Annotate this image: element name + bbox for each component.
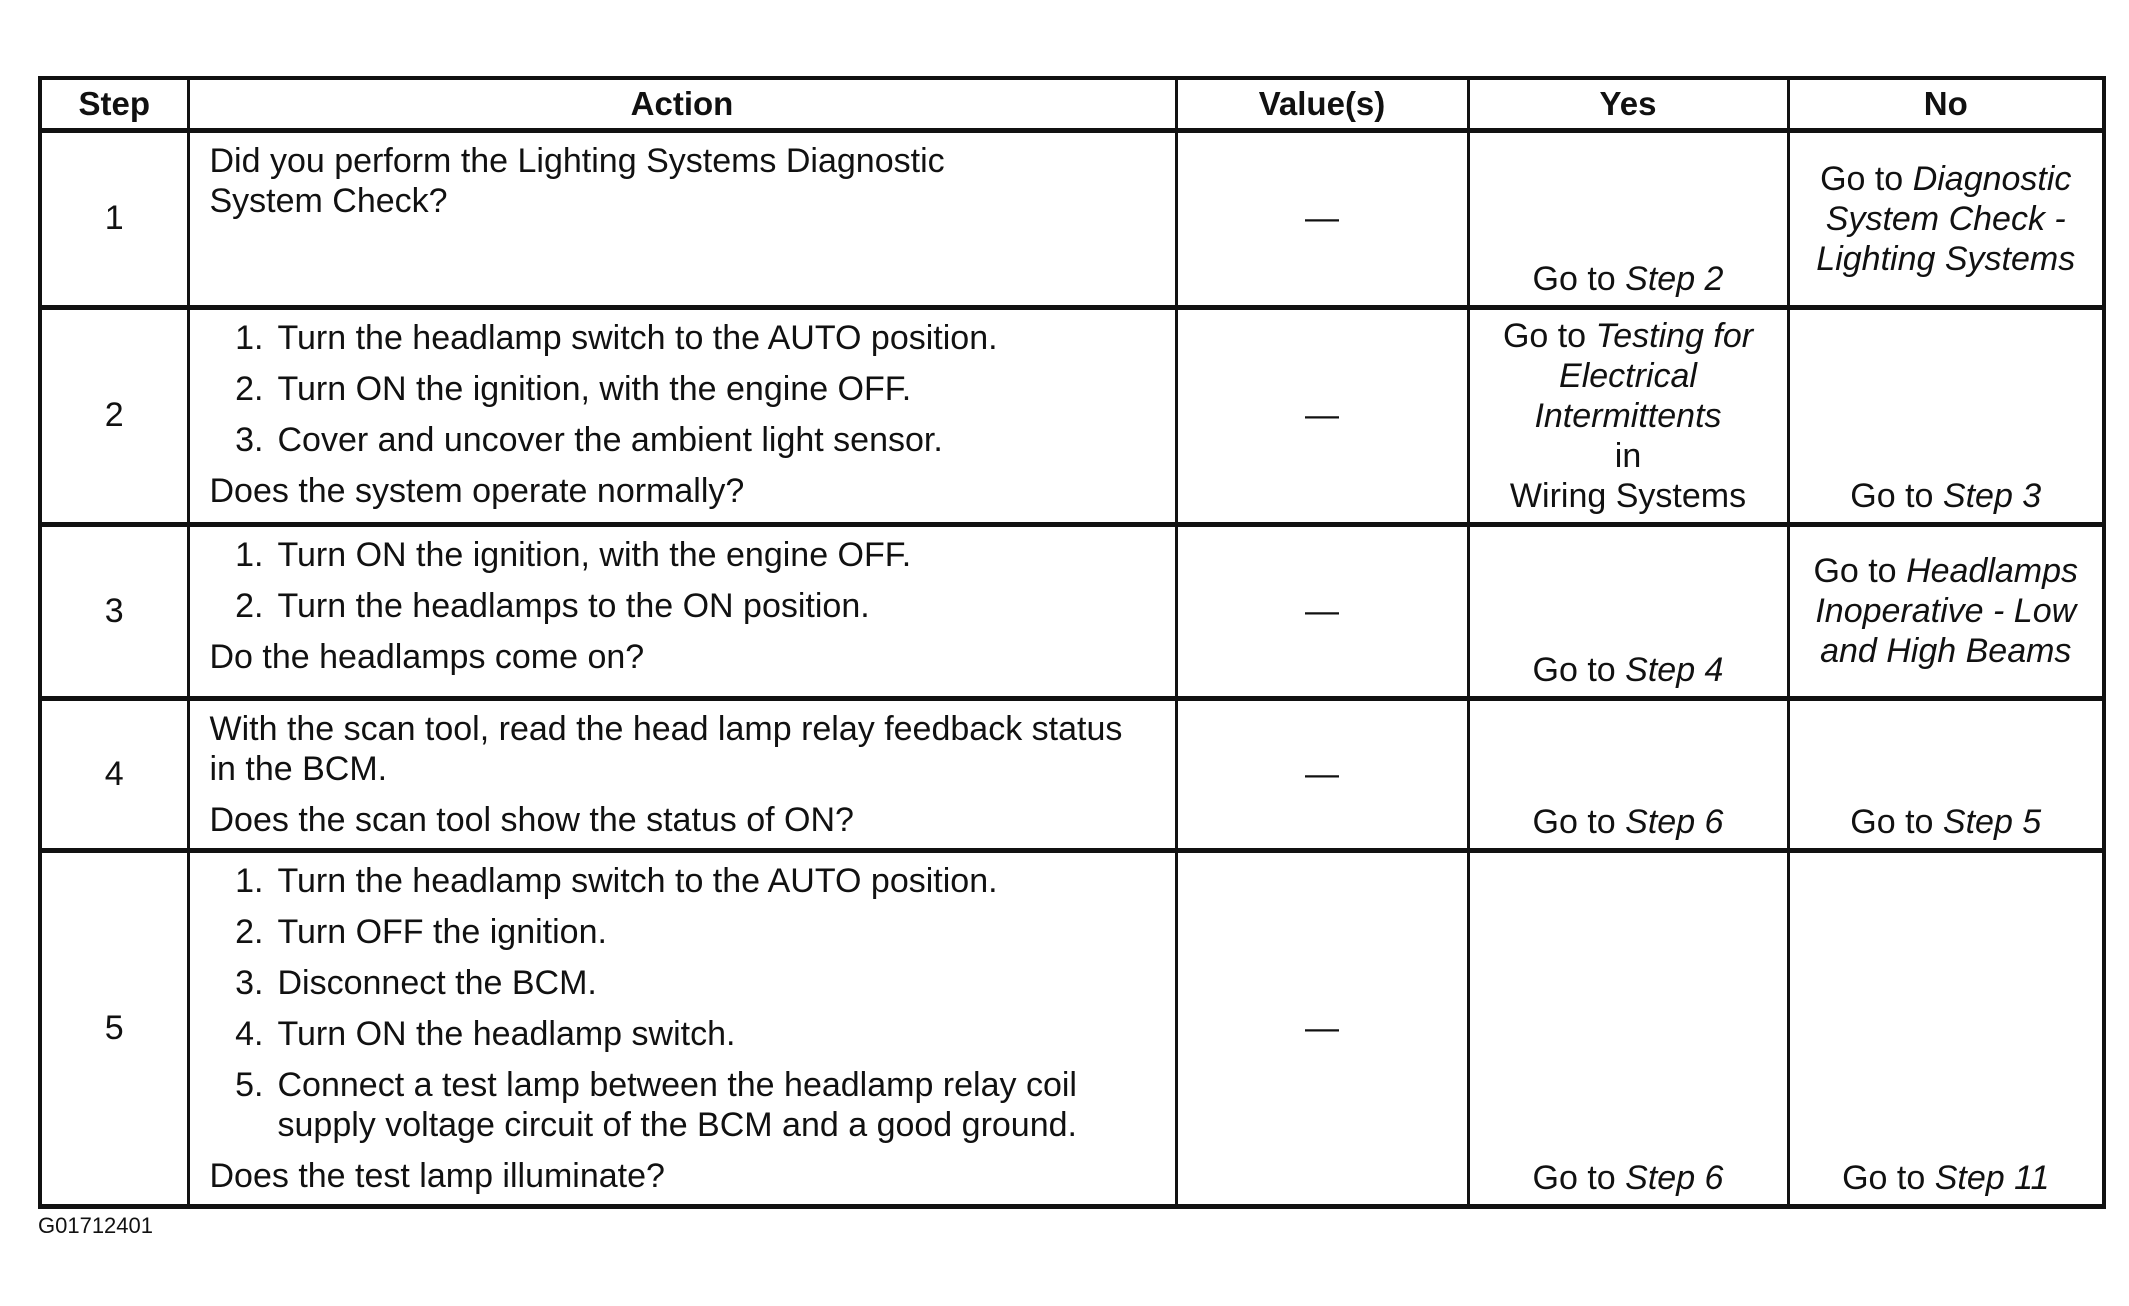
no-link: Step 3 — [1942, 476, 2042, 515]
no-link: Diagnostic System Check - Lighting Systems — [1816, 159, 2076, 278]
no-prefix: Go to — [1850, 476, 1934, 515]
action-cell — [188, 130, 1176, 307]
substep-list — [210, 318, 1155, 460]
step-number: 3 — [40, 524, 188, 698]
no-cell — [1788, 850, 2104, 1206]
no-prefix: Go to — [1813, 552, 1897, 590]
yes-suffix: Wiring Systems — [1509, 476, 1747, 515]
substep-item: 5. Connect a test lamp between the headlamp relay coil supply voltage circuit of the BCM and a good ground. — [235, 1065, 1077, 1144]
step-number: 4 — [40, 698, 188, 850]
yes-prefix: Go to — [1532, 259, 1616, 298]
yes-prefix: Go to — [1502, 316, 1587, 355]
header-yes: Yes — [1468, 78, 1788, 130]
value-dash: — — [1305, 199, 1339, 237]
yes-link: Step 6 — [1625, 802, 1724, 841]
yes-prefix: Go to — [1532, 650, 1616, 689]
value-dash: — — [1305, 396, 1339, 434]
no-cell — [1788, 130, 2104, 307]
yes-cell — [1468, 524, 1788, 698]
value-cell — [1176, 524, 1468, 698]
substep-item: 1. Turn the headlamp switch to the AUTO position. — [235, 318, 998, 357]
substep-item: 2. Turn the headlamps to the ON position. — [235, 586, 870, 625]
yes-prefix: Go to — [1532, 1158, 1616, 1197]
action-question: Do the headlamps come on? — [209, 637, 645, 676]
diagnostic-table — [38, 76, 2106, 1209]
table-row — [40, 307, 2104, 524]
header-row — [40, 78, 2104, 130]
step-number: 5 — [40, 850, 188, 1206]
action-question: Does the scan tool show the status of ON? — [209, 800, 854, 839]
step-number: 2 — [40, 307, 188, 524]
table-row — [40, 130, 2104, 307]
step-number: 1 — [40, 130, 188, 307]
yes-cell — [1468, 307, 1788, 524]
substep-item: 2. Turn ON the ignition, with the engine OFF. — [235, 369, 912, 408]
header-values: Value(s) — [1176, 78, 1468, 130]
substep-item: 3. Disconnect the BCM. — [235, 963, 597, 1002]
action-intro: With the scan tool, read the head lamp relay feedback status in the BCM. — [209, 709, 1123, 788]
header-action: Action — [188, 78, 1176, 130]
no-link: Step 5 — [1942, 802, 2042, 841]
yes-cell — [1468, 130, 1788, 307]
no-cell — [1788, 307, 2104, 524]
no-link: Step 11 — [1934, 1158, 2050, 1197]
no-prefix: Go to — [1850, 802, 1934, 841]
action-cell — [188, 307, 1176, 524]
value-cell — [1176, 850, 1468, 1206]
yes-cell — [1468, 850, 1788, 1206]
header-no: No — [1788, 78, 2104, 130]
substep-item: 1. Turn the headlamp switch to the AUTO position. — [235, 861, 998, 900]
action-question: Does the test lamp illuminate? — [209, 1156, 665, 1195]
header-step: Step — [40, 78, 188, 130]
no-prefix: Go to — [1820, 159, 1904, 198]
substep-list — [210, 535, 1155, 626]
action-question: Does the system operate normally? — [209, 471, 745, 510]
no-cell — [1788, 524, 2104, 698]
yes-link: Step 4 — [1625, 650, 1724, 689]
yes-link: Testing for Electrical Intermittents — [1534, 316, 1754, 435]
table-row — [40, 524, 2104, 698]
substep-item: 1. Turn ON the ignition, with the engine OFF. — [235, 535, 912, 574]
action-intro: Did you perform the Lighting Systems Diagnostic System Check? — [209, 141, 945, 220]
no-cell — [1788, 698, 2104, 850]
yes-prefix: Go to — [1532, 802, 1616, 841]
action-cell — [188, 850, 1176, 1206]
substep-item: 4. Turn ON the headlamp switch. — [235, 1014, 736, 1053]
substep-list — [210, 861, 1155, 1145]
action-cell — [188, 698, 1176, 850]
no-link: Headlamps Inoperative - Low and High Beams — [1815, 552, 2079, 670]
yes-link: Step 6 — [1625, 1158, 1724, 1197]
yes-mid: in — [1614, 436, 1642, 475]
table-row — [40, 850, 2104, 1206]
value-cell — [1176, 698, 1468, 850]
value-cell — [1176, 130, 1468, 307]
value-dash: — — [1305, 1008, 1339, 1047]
no-prefix: Go to — [1842, 1158, 1926, 1197]
value-dash: — — [1305, 591, 1339, 630]
substep-item: 3. Cover and uncover the ambient light sensor. — [235, 420, 943, 459]
figure-id: G01712401 — [38, 1213, 153, 1238]
table-row — [40, 698, 2104, 850]
yes-link: Step 2 — [1625, 259, 1724, 298]
yes-cell — [1468, 698, 1788, 850]
value-cell — [1176, 307, 1468, 524]
value-dash: — — [1305, 754, 1339, 793]
action-cell — [188, 524, 1176, 698]
substep-item: 2. Turn OFF the ignition. — [235, 912, 607, 951]
